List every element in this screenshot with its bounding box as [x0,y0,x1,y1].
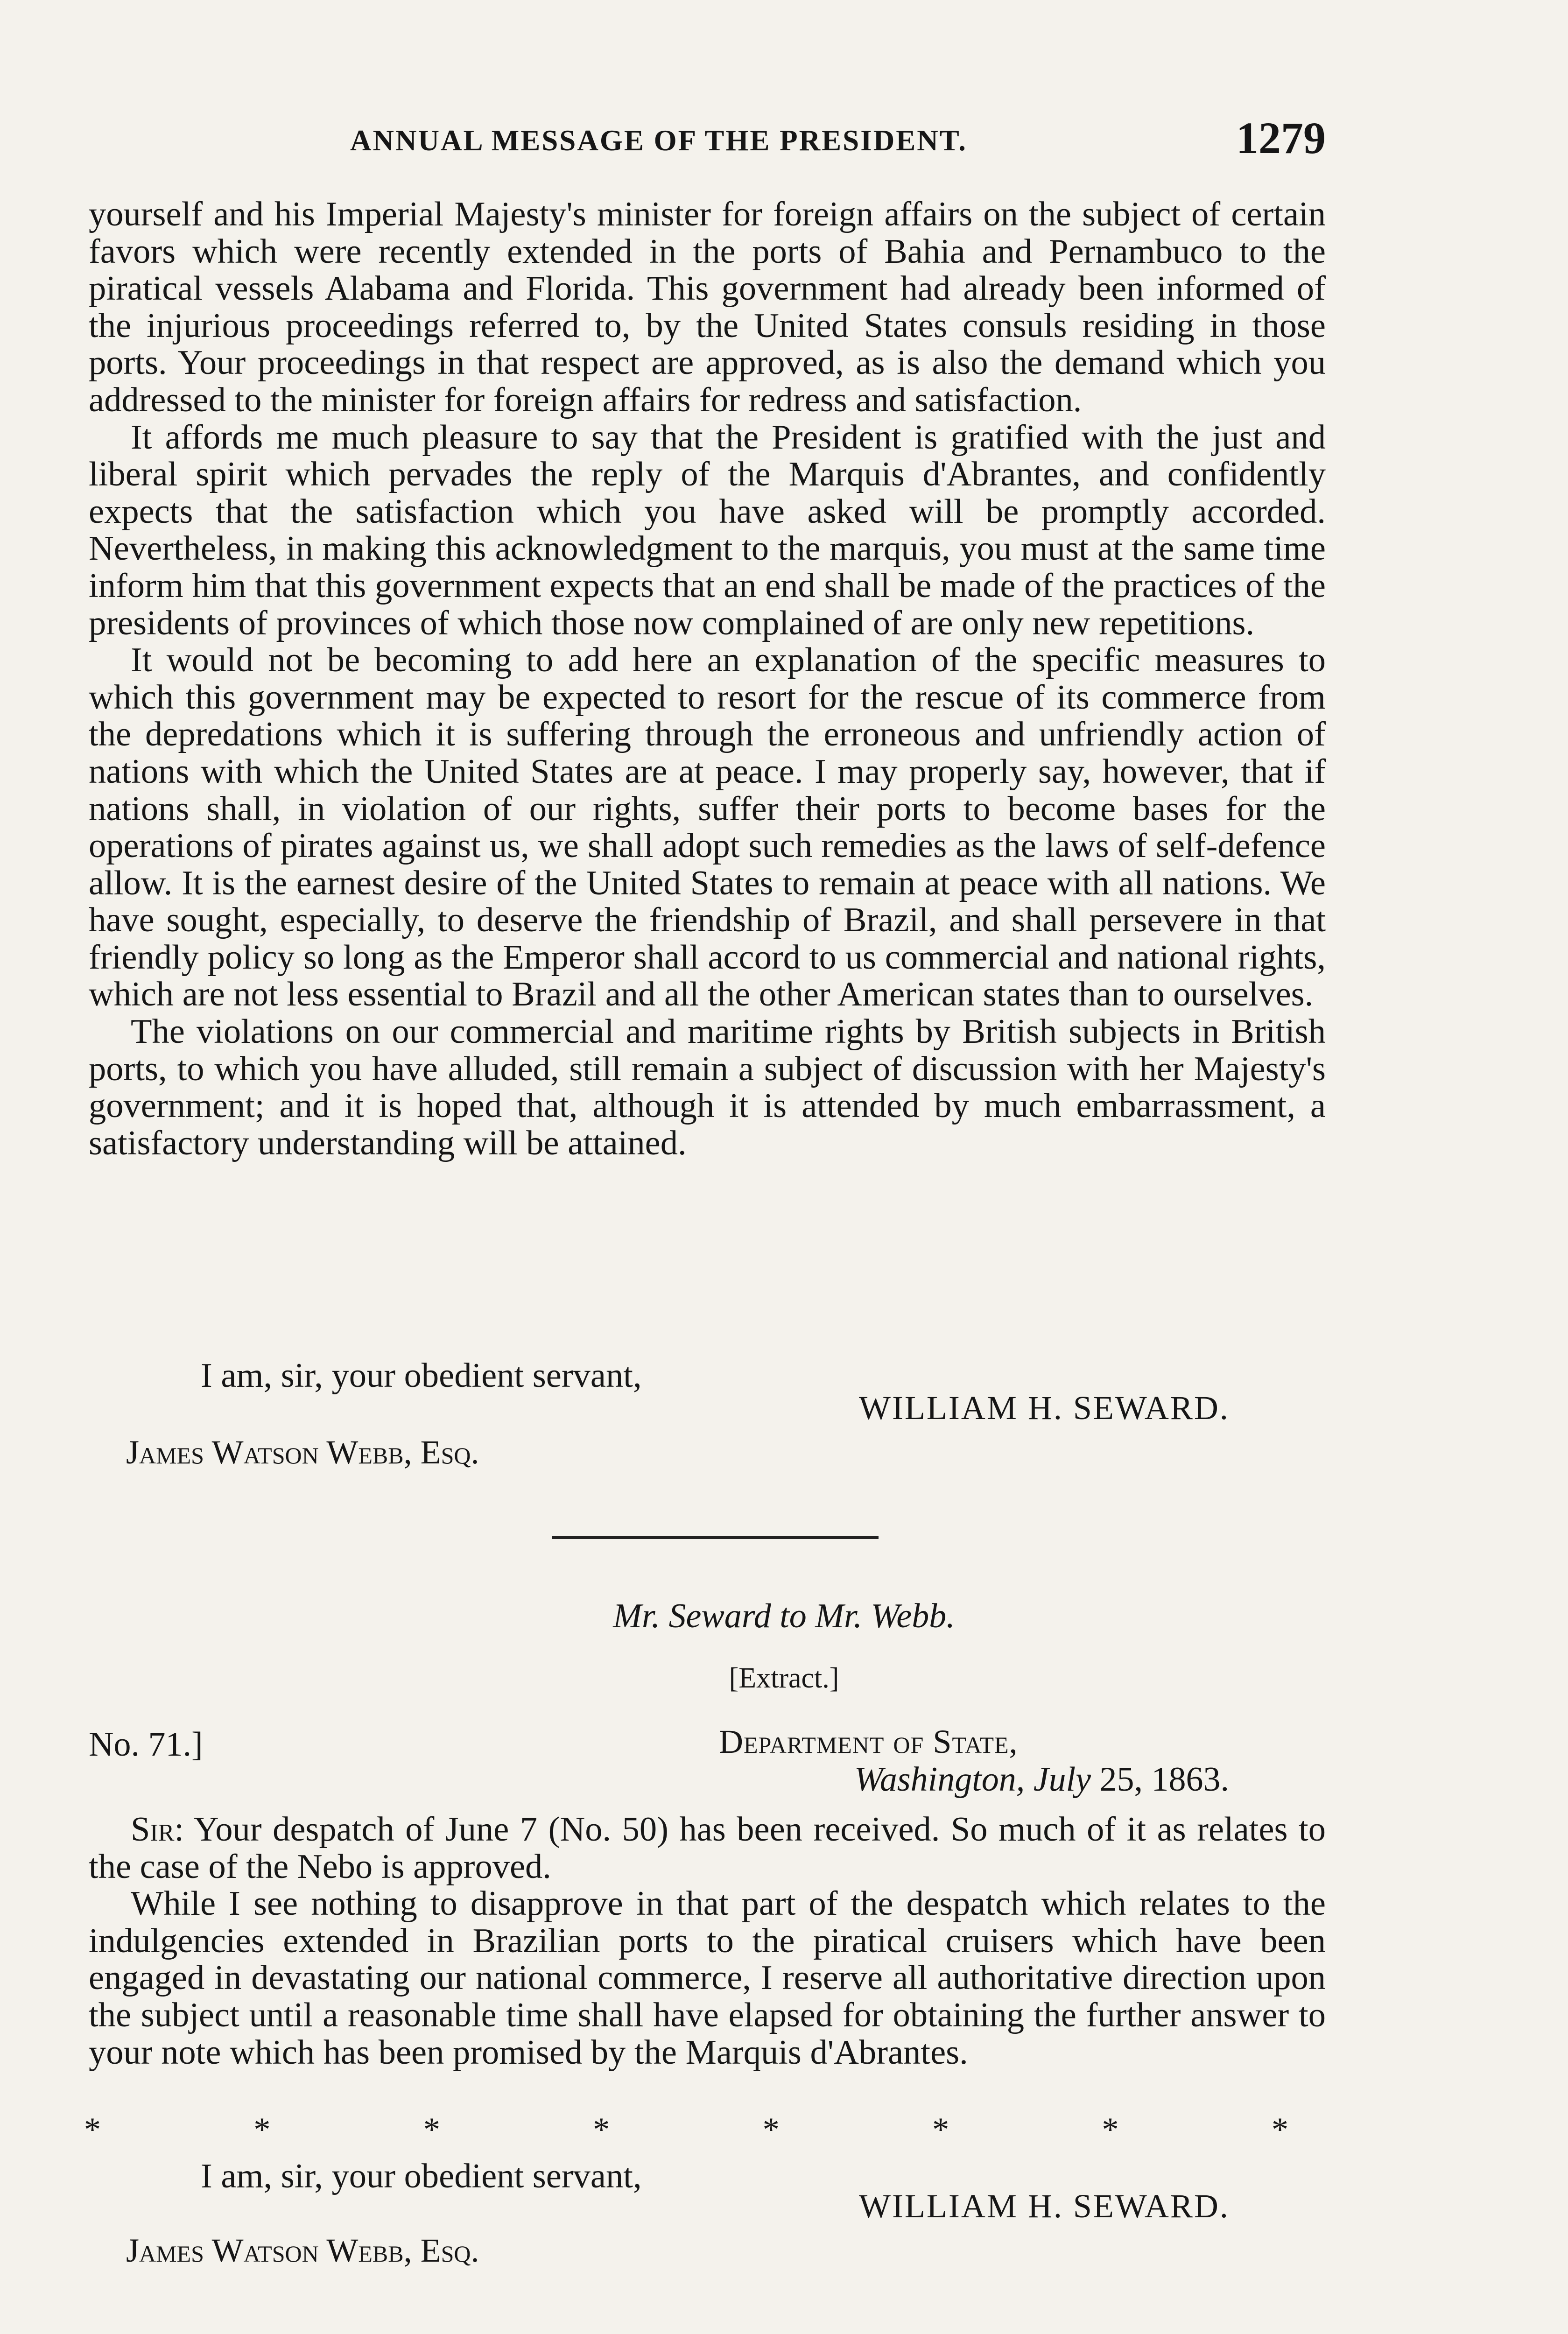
star: * [423,2111,440,2148]
letter2-title: Mr. Seward to Mr. Webb. [613,1597,955,1635]
omission-stars [84,2110,1288,2149]
letter1-paragraph-2: It affords me much pleasure to say that the President is gratified with the just and liberal spirit which pervades the reply of the Marquis d'Abrantes, and confidently expects that the satisfaction which you have asked will be promptly accorded. Nevertheless, in making this acknowledgment to the marquis, you must at the same time inform him that this government expects that an end shall be made of the practices of the presidents of provinces of which those now complained of are only new repetitions. [89,418,1326,642]
star: * [1271,2111,1288,2148]
letter2-paragraph-1-text: Your despatch of June 7 (No. 50) has been received. So much of it as relates to the case of the Nebo is approved. [89,1810,1326,1886]
letter2-paragraph-2: While I see nothing to disapprove in that part of the despatch which relates to the indulgencies extended in Brazilian ports to the piratical cruisers which have been engaged in devastating our national commerce, I reserve all authoritative direction upon the subject until a reasonable time shall have elapsed for obtaining the further answer to your note which has been promised by the Marquis d'Abrantes. [89,1884,1326,2072]
letter2-addressee: James Watson Webb, Esq. [126,2232,479,2269]
letter1-body [89,196,1326,1162]
star: * [1102,2111,1119,2148]
section-divider [552,1536,879,1539]
date-rest: 25, 1863. [1099,1760,1230,1799]
star: * [253,2111,271,2148]
star: * [932,2111,949,2148]
star: * [84,2111,101,2148]
star: * [593,2111,610,2148]
letter2-signature: WILLIAM H. SEWARD. [859,2187,1230,2225]
department-heading: Department of State, [719,1723,1018,1760]
letter1-addressee: James Watson Webb, Esq. [126,1434,479,1471]
letter2-paragraph-1 [89,1811,1326,1885]
date-month: July [1033,1760,1091,1799]
page-header [89,112,1326,163]
star: * [762,2111,780,2148]
date-place: Washington, [854,1760,1025,1799]
letter1-signature: WILLIAM H. SEWARD. [859,1389,1230,1427]
despatch-number: No. 71.] [89,1725,203,1764]
letter1-closing: I am, sir, your obedient servant, [201,1357,642,1395]
extract-label: [Extract.] [729,1662,839,1694]
letter2-closing: I am, sir, your obedient servant, [201,2157,642,2195]
letter1-paragraph-1: yourself and his Imperial Majesty's minister for foreign affairs on the subject of certain favors which were recently extended in the ports of Bahia and Pernambuco to the piratical vessels Alabama and Florida. This government had already been informed of the injurious proceedings referred to, by the United States consuls residing in those ports. Your proceedings in that respect are approved, as is also the demand which you addressed to the minister for foreign affairs for redress and satisfaction. [89,195,1326,419]
letter1-paragraph-4: The violations on our commercial and maritime rights by British subjects in British ports, to which you have alluded, still remain a subject of discussion with her Majesty's government; and it is hoped that, although it is attended by much embarrassment, a satisfactory understanding will be attained. [89,1012,1326,1162]
letter1-paragraph-3: It would not be becoming to add here an explanation of the specific measures to which this government may be expected to resort for the rescue of its commerce from the depredations which it is suffering through the erroneous and unfriendly action of nations with which the United States are at peace. I may properly say, however, that if nations shall, in violation of our rights, suffer their ports to become bases for the operations of pirates against us, we shall adopt such remedies as the laws of self-defence allow. It is the earnest desire of the United States to remain at peace with all nations. We have sought, especially, to deserve the friendship of Brazil, and shall persevere in that friendly policy so long as the Emperor shall accord to us commercial and national rights, which are not less essential to Brazil and all the other American states than to ourselves. [89,641,1326,1014]
letter2-date [854,1760,1229,1800]
letter2-body [89,1811,1326,2071]
salutation: Sir: [131,1810,184,1849]
running-title: ANNUAL MESSAGE OF THE PRESIDENT. [350,124,967,157]
page-number: 1279 [1236,113,1326,163]
